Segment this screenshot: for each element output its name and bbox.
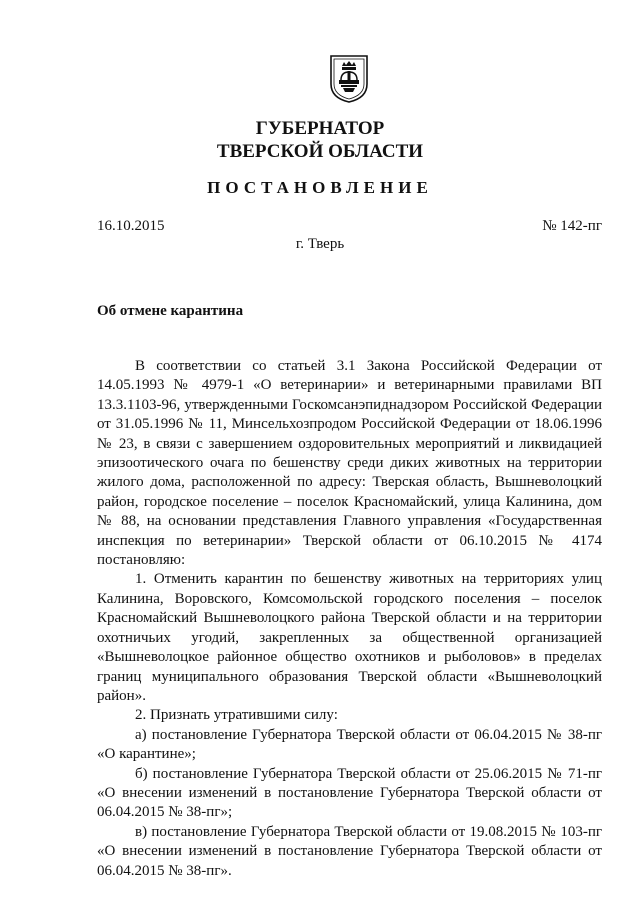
document-subject: Об отмене карантина <box>97 303 244 319</box>
clause-2b-paragraph: б) постановление Губернатора Тверской области от 25.06.2015 № 71-пг «О внесении изменений в постановление Губернатора Тверской области от 06.04.2015 № 38-пг»; <box>97 765 602 821</box>
clause-1-paragraph: 1. Отменить карантин по бешенству животных на территориях улиц Калинина, Воровского, Комсомольской городского поселения – поселок Красномайский Вышневолоцкого района Тверской области и на территории охотничьих угодий, закрепленных за общественной организацией «Вышневолоцкое районное общество охотников и рыболовов» в пределах границ муниципального образования Тверской области «Вышневолоцкий район». <box>97 571 602 704</box>
clause-2-paragraph: 2. Признать утратившими силу: <box>135 707 338 724</box>
coat-of-arms-icon <box>329 54 369 104</box>
document-body <box>97 357 602 881</box>
document-city: г. Тверь <box>295 236 345 252</box>
document-number: № 142-пг <box>542 218 602 234</box>
authority-title: ГУБЕРНАТОР <box>255 118 385 139</box>
issuing-authority <box>0 117 640 163</box>
authority-region: ТВЕРСКОЙ ОБЛАСТИ <box>216 141 424 162</box>
preamble-paragraph: В соответствии со статьей 3.1 Закона Российской Федерации от 14.05.1993 № 4979-1 «О ветеринарии» и ветеринарными правилами ВП 13.3.1103-96, утвержденными Госкомсанэпиднадзором Российской Федерации от 31.05.1996 № 11, Минсельхозпродом Российской Федерации от 18.06.1996 № 23, в связи с завершением оздоровительных мероприятий и ликвидацией эпизоотического очага по бешенству среди диких животных на территории жилого дома, расположенной по адресу: Тверская область, Вышневолоцкий район, городское поселение – поселок Красномайский, улица Калинина, дом № 88, на основании представления Главного управления «Государственная инспекция по ветеринарии» Тверской области от 06.10.2015 № 4174 постановляю: <box>97 358 602 569</box>
document-date: 16.10.2015 <box>97 218 165 234</box>
clause-2c-paragraph: в) постановление Губернатора Тверской области от 19.08.2015 № 103-пг «О внесении изменений в постановление Губернатора Тверской области от 06.04.2015 № 38-пг». <box>97 823 602 879</box>
clause-2a-paragraph: а) постановление Губернатора Тверской области от 06.04.2015 № 38-пг «О карантине»; <box>97 726 602 763</box>
document-type-heading: ПОСТАНОВЛЕНИЕ <box>207 178 433 197</box>
